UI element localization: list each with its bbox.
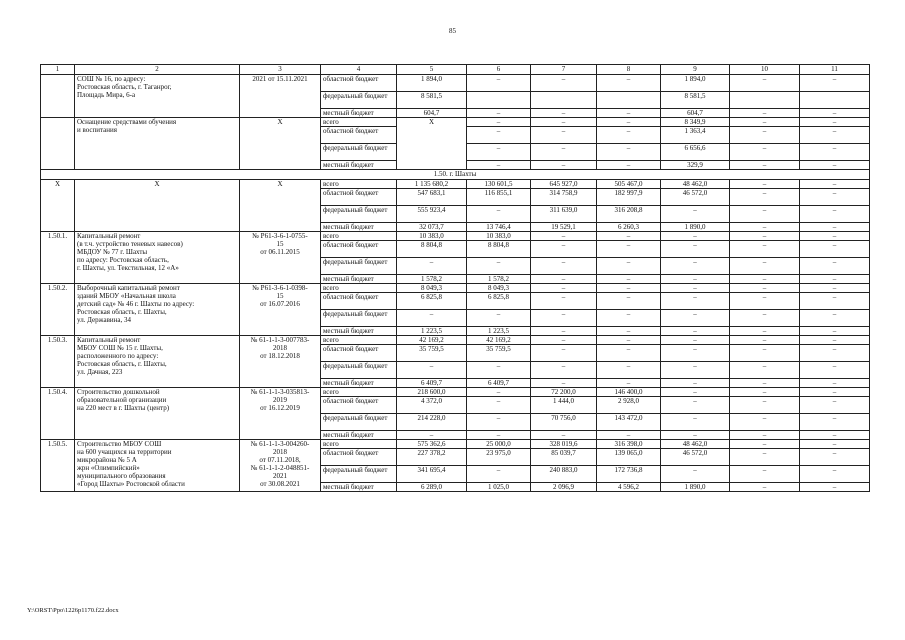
value-cell: –: [467, 362, 531, 379]
value-cell: 240 883,0: [531, 466, 597, 483]
value-cell: –: [467, 431, 531, 440]
value-cell: 8 804,8: [397, 241, 467, 258]
value-cell: 23 975,0: [467, 449, 531, 466]
column-header: 9: [661, 65, 730, 75]
value-cell: 1 578,2: [397, 275, 467, 284]
value-cell: 70 756,0: [531, 414, 597, 431]
value-cell: –: [800, 379, 870, 388]
funding-source: областной бюджет: [321, 345, 397, 362]
value-cell: [597, 92, 661, 109]
value-cell: –: [730, 189, 800, 206]
value-cell: –: [730, 449, 800, 466]
value-cell: 645 927,0: [531, 180, 597, 189]
value-cell: 1 444,0: [531, 397, 597, 414]
value-cell: 8 049,3: [397, 284, 467, 293]
value-cell: 341 695,4: [397, 466, 467, 483]
value-cell: –: [800, 127, 870, 144]
value-cell: 6 825,8: [467, 293, 531, 310]
value-cell: –: [730, 75, 800, 92]
item-name: Х: [75, 180, 240, 232]
item-document: № Р61-3-6-1-0398- 15 от 16.07.2016: [240, 284, 321, 336]
value-cell: 6 409,7: [397, 379, 467, 388]
funding-source: федеральный бюджет: [321, 466, 397, 483]
value-cell: –: [397, 362, 467, 379]
value-cell: 85 039,7: [531, 449, 597, 466]
value-cell: –: [800, 293, 870, 310]
value-cell: –: [730, 144, 800, 161]
value-cell: –: [531, 275, 597, 284]
funding-source: местный бюджет: [321, 275, 397, 284]
value-cell: 46 572,0: [661, 449, 730, 466]
value-cell: 25 000,0: [467, 440, 531, 449]
footer-path: Y:\ORST\Ppo\1226p1170.f22.docx: [27, 607, 119, 614]
value-cell: 172 736,8: [597, 466, 661, 483]
funding-source: всего: [321, 180, 397, 189]
value-cell: –: [730, 336, 800, 345]
value-cell: –: [800, 241, 870, 258]
section-title: 1.50. г. Шахты: [41, 170, 870, 180]
value-cell: 547 683,1: [397, 189, 467, 206]
value-cell: 214 228,0: [397, 414, 467, 431]
value-cell: –: [597, 327, 661, 336]
item-number: 1.50.2.: [41, 284, 75, 336]
value-cell: 1 578,2: [467, 275, 531, 284]
value-cell: 316 208,8: [597, 206, 661, 223]
value-cell: 46 572,0: [661, 189, 730, 206]
value-cell: –: [800, 223, 870, 232]
value-cell: –: [730, 284, 800, 293]
value-cell: 575 362,6: [397, 440, 467, 449]
value-cell: –: [597, 431, 661, 440]
value-cell: –: [730, 397, 800, 414]
value-cell: –: [467, 118, 531, 127]
item-document: 2021 от 15.11.2021: [240, 75, 321, 118]
value-cell: 6 260,3: [597, 223, 661, 232]
value-cell: –: [800, 440, 870, 449]
value-cell: 143 472,0: [597, 414, 661, 431]
value-cell: 1 890,0: [661, 223, 730, 232]
value-cell: –: [730, 275, 800, 284]
value-cell: 42 169,2: [467, 336, 531, 345]
value-cell: –: [800, 75, 870, 92]
value-cell: 1 894,0: [661, 75, 730, 92]
item-name: Капитальный ремонт МБОУ СОШ № 15 г. Шахты, расположенного по адресу: Ростовская область, г. Шахты, ул. Дачная, 223: [75, 336, 240, 388]
item-document: № 61-1-1-3-007783- 2018 от 18.12.2018: [240, 336, 321, 388]
table-row: [41, 440, 870, 449]
item-number: Х: [41, 180, 75, 232]
value-cell: 8 581,5: [661, 92, 730, 109]
value-cell: –: [597, 241, 661, 258]
value-cell: –: [730, 241, 800, 258]
item-document: № Р61-3-6-1-0755- 15 от 06.11.2015: [240, 232, 321, 284]
funding-source: федеральный бюджет: [321, 206, 397, 223]
value-cell: 1 894,0: [397, 75, 467, 92]
value-cell: 13 746,4: [467, 223, 531, 232]
value-cell: –: [730, 327, 800, 336]
value-cell: 6 825,8: [397, 293, 467, 310]
value-cell: –: [531, 118, 597, 127]
value-cell: –: [467, 161, 531, 170]
value-cell: –: [661, 293, 730, 310]
page-number: 85: [449, 27, 456, 35]
value-cell: 116 855,1: [467, 189, 531, 206]
value-cell: –: [597, 336, 661, 345]
value-cell: –: [597, 310, 661, 327]
value-cell: 1 135 680,2: [397, 180, 467, 189]
value-cell: –: [531, 310, 597, 327]
table-row: [41, 388, 870, 397]
value-cell: 311 639,0: [531, 206, 597, 223]
value-cell: –: [661, 206, 730, 223]
value-cell: 10 383,0: [467, 232, 531, 241]
value-cell: 139 065,0: [597, 449, 661, 466]
value-cell: 604,7: [661, 109, 730, 118]
value-cell: –: [730, 440, 800, 449]
value-cell: –: [800, 275, 870, 284]
value-cell: –: [730, 206, 800, 223]
item-name: Строительство МБОУ СОШ на 600 учащихся на территории микрорайона № 5 А жрн «Олимпийский» муниципального образования «Город Шахты» Ростовской области: [75, 440, 240, 492]
value-cell: –: [661, 362, 730, 379]
column-header: 4: [321, 65, 397, 75]
value-cell: 6 409,7: [467, 379, 531, 388]
table-row: [41, 75, 870, 92]
value-cell: –: [730, 414, 800, 431]
value-cell: –: [800, 180, 870, 189]
funding-source: областной бюджет: [321, 241, 397, 258]
table-header-row: [41, 65, 870, 75]
value-cell: –: [661, 414, 730, 431]
item-number: 1.50.4.: [41, 388, 75, 440]
item-name: Капитальный ремонт (в т.ч. устройство теневых навесов) МБДОУ № 77 г. Шахты по адресу: Ростовская область, г. Шахты, ул. Текстильная, 12 «А»: [75, 232, 240, 284]
value-cell: –: [597, 118, 661, 127]
value-cell: 6 289,0: [397, 483, 467, 492]
value-cell: 35 759,5: [467, 345, 531, 362]
value-cell: –: [800, 189, 870, 206]
value-cell: –: [467, 75, 531, 92]
value-cell: 182 997,9: [597, 189, 661, 206]
item-document: Х: [240, 118, 321, 170]
funding-source: местный бюджет: [321, 379, 397, 388]
item-name: Оснащение средствами обучения и воспитания: [75, 118, 240, 170]
value-cell: 1 890,0: [661, 483, 730, 492]
value-cell: –: [597, 275, 661, 284]
value-cell: [467, 92, 531, 109]
value-cell: –: [661, 258, 730, 275]
value-cell: –: [800, 118, 870, 127]
column-header: 2: [75, 65, 240, 75]
funding-source: федеральный бюджет: [321, 310, 397, 327]
value-cell: 218 600,0: [397, 388, 467, 397]
value-cell: –: [531, 109, 597, 118]
value-cell: –: [730, 180, 800, 189]
value-cell: –: [661, 466, 730, 483]
funding-source: всего: [321, 336, 397, 345]
table-row: [41, 118, 870, 127]
value-cell: –: [597, 362, 661, 379]
value-cell: –: [800, 258, 870, 275]
value-cell: –: [597, 232, 661, 241]
value-cell: –: [800, 109, 870, 118]
item-number: 1.50.3.: [41, 336, 75, 388]
value-cell: 8 581,5: [397, 92, 467, 109]
value-cell: –: [531, 258, 597, 275]
funding-source: всего: [321, 232, 397, 241]
value-cell: –: [800, 388, 870, 397]
value-cell: –: [531, 362, 597, 379]
value-cell: –: [467, 109, 531, 118]
column-header: 7: [531, 65, 597, 75]
funding-source: местный бюджет: [321, 327, 397, 336]
value-cell: –: [397, 258, 467, 275]
value-cell: –: [800, 362, 870, 379]
funding-source: всего: [321, 118, 397, 127]
item-number: [41, 75, 75, 118]
value-cell: –: [730, 127, 800, 144]
column-header: 11: [800, 65, 870, 75]
value-cell: –: [531, 431, 597, 440]
value-cell: –: [661, 379, 730, 388]
item-number: 1.50.1.: [41, 232, 75, 284]
funding-source: федеральный бюджет: [321, 414, 397, 431]
value-cell: 316 398,0: [597, 440, 661, 449]
value-cell: –: [661, 275, 730, 284]
value-cell: –: [467, 397, 531, 414]
value-cell: –: [800, 414, 870, 431]
value-cell: –: [800, 161, 870, 170]
value-cell: –: [467, 206, 531, 223]
funding-source: местный бюджет: [321, 161, 397, 170]
value-cell: –: [800, 310, 870, 327]
item-name: СОШ № 16, по адресу: Ростовская область, г. Таганрог, Площадь Мира, 6-а: [75, 75, 240, 118]
column-header: 1: [41, 65, 75, 75]
value-cell: –: [800, 431, 870, 440]
value-cell: –: [531, 232, 597, 241]
funding-source: федеральный бюджет: [321, 362, 397, 379]
value-cell: –: [597, 258, 661, 275]
value-cell: 227 378,2: [397, 449, 467, 466]
funding-source: всего: [321, 440, 397, 449]
value-cell: –: [467, 466, 531, 483]
value-cell: –: [467, 388, 531, 397]
value-cell: 48 462,0: [661, 180, 730, 189]
item-document: Х: [240, 180, 321, 232]
value-cell: –: [531, 284, 597, 293]
value-cell: 8 804,8: [467, 241, 531, 258]
value-cell: 146 400,0: [597, 388, 661, 397]
value-cell: –: [597, 109, 661, 118]
value-cell: 1 223,5: [397, 327, 467, 336]
value-cell: [730, 92, 800, 109]
value-cell: –: [730, 345, 800, 362]
funding-source: всего: [321, 388, 397, 397]
value-cell: –: [800, 232, 870, 241]
funding-source: областной бюджет: [321, 449, 397, 466]
value-cell: –: [730, 223, 800, 232]
value-cell: 1 363,4: [661, 127, 730, 144]
value-cell: 314 758,9: [531, 189, 597, 206]
value-cell: –: [531, 345, 597, 362]
value-cell: –: [597, 127, 661, 144]
value-cell: 42 169,2: [397, 336, 467, 345]
funding-source: федеральный бюджет: [321, 144, 397, 161]
value-cell: –: [730, 258, 800, 275]
value-cell: –: [800, 483, 870, 492]
value-cell: –: [730, 232, 800, 241]
column-header: 6: [467, 65, 531, 75]
value-cell: –: [800, 327, 870, 336]
value-cell: –: [597, 284, 661, 293]
column-header: 5: [397, 65, 467, 75]
value-cell: –: [661, 388, 730, 397]
item-document: № 61-1-1-3-004260- 2018 от 07.11.2018, № 61-1-1-2-048851- 2021 от 30.08.2021: [240, 440, 321, 492]
value-cell: 130 601,5: [467, 180, 531, 189]
value-cell: –: [730, 310, 800, 327]
value-cell: –: [661, 345, 730, 362]
funding-source: местный бюджет: [321, 431, 397, 440]
value-cell: –: [661, 327, 730, 336]
value-cell: –: [800, 144, 870, 161]
value-cell: –: [531, 336, 597, 345]
value-cell: –: [661, 336, 730, 345]
value-cell: 4 372,0: [397, 397, 467, 414]
value-cell: –: [531, 327, 597, 336]
value-cell: Х: [397, 118, 467, 170]
value-cell: –: [730, 466, 800, 483]
budget-table: [40, 64, 870, 492]
value-cell: 8 349,9: [661, 118, 730, 127]
value-cell: –: [397, 431, 467, 440]
funding-source: областной бюджет: [321, 75, 397, 92]
funding-source: областной бюджет: [321, 127, 397, 144]
value-cell: 328 019,6: [531, 440, 597, 449]
value-cell: –: [800, 449, 870, 466]
value-cell: [800, 92, 870, 109]
funding-source: местный бюджет: [321, 483, 397, 492]
funding-source: областной бюджет: [321, 189, 397, 206]
item-name: Строительство дошкольной образовательной организации на 220 мест в г. Шахты (центр): [75, 388, 240, 440]
value-cell: 2 096,9: [531, 483, 597, 492]
section-title-row: [41, 170, 870, 180]
value-cell: –: [800, 206, 870, 223]
table-row: [41, 336, 870, 345]
funding-source: федеральный бюджет: [321, 92, 397, 109]
value-cell: –: [531, 241, 597, 258]
value-cell: 8 049,3: [467, 284, 531, 293]
value-cell: –: [531, 144, 597, 161]
value-cell: 505 467,0: [597, 180, 661, 189]
value-cell: –: [531, 293, 597, 310]
funding-source: всего: [321, 284, 397, 293]
value-cell: 555 923,4: [397, 206, 467, 223]
item-number: 1.50.5.: [41, 440, 75, 492]
value-cell: 35 759,5: [397, 345, 467, 362]
value-cell: –: [661, 241, 730, 258]
value-cell: 72 200,0: [531, 388, 597, 397]
value-cell: –: [730, 118, 800, 127]
table-row: [41, 180, 870, 189]
value-cell: 32 073,7: [397, 223, 467, 232]
value-cell: –: [661, 232, 730, 241]
value-cell: –: [661, 431, 730, 440]
value-cell: –: [661, 310, 730, 327]
value-cell: –: [597, 345, 661, 362]
value-cell: 6 656,6: [661, 144, 730, 161]
value-cell: 10 383,0: [397, 232, 467, 241]
value-cell: –: [531, 379, 597, 388]
value-cell: –: [730, 362, 800, 379]
item-number: [41, 118, 75, 170]
value-cell: –: [531, 161, 597, 170]
column-header: 10: [730, 65, 800, 75]
value-cell: –: [467, 127, 531, 144]
value-cell: –: [597, 75, 661, 92]
value-cell: –: [597, 293, 661, 310]
value-cell: 1 025,0: [467, 483, 531, 492]
value-cell: 48 462,0: [661, 440, 730, 449]
item-name: Выборочный капитальный ремонт зданий МБОУ «Начальная школа детский сад» № 46 г. Шахты по адресу: Ростовская область, г. Шахты, ул. Державина, 34: [75, 284, 240, 336]
value-cell: –: [730, 483, 800, 492]
value-cell: 2 928,0: [597, 397, 661, 414]
value-cell: –: [730, 379, 800, 388]
funding-source: областной бюджет: [321, 293, 397, 310]
value-cell: [531, 92, 597, 109]
value-cell: –: [730, 109, 800, 118]
funding-source: областной бюджет: [321, 397, 397, 414]
value-cell: –: [730, 293, 800, 310]
funding-source: местный бюджет: [321, 109, 397, 118]
value-cell: –: [800, 397, 870, 414]
value-cell: 19 529,1: [531, 223, 597, 232]
value-cell: 329,9: [661, 161, 730, 170]
value-cell: –: [397, 310, 467, 327]
table-row: [41, 284, 870, 293]
value-cell: –: [467, 258, 531, 275]
value-cell: –: [730, 388, 800, 397]
value-cell: 604,7: [397, 109, 467, 118]
value-cell: –: [467, 414, 531, 431]
value-cell: –: [467, 144, 531, 161]
value-cell: –: [597, 379, 661, 388]
value-cell: 4 596,2: [597, 483, 661, 492]
value-cell: –: [597, 144, 661, 161]
value-cell: –: [661, 397, 730, 414]
table-row: [41, 232, 870, 241]
value-cell: –: [531, 75, 597, 92]
value-cell: –: [597, 161, 661, 170]
value-cell: –: [467, 310, 531, 327]
funding-source: местный бюджет: [321, 223, 397, 232]
value-cell: –: [531, 127, 597, 144]
value-cell: –: [800, 345, 870, 362]
value-cell: –: [730, 161, 800, 170]
funding-source: федеральный бюджет: [321, 258, 397, 275]
value-cell: –: [800, 466, 870, 483]
value-cell: –: [800, 284, 870, 293]
column-header: 3: [240, 65, 321, 75]
item-document: № 61-1-1-3-035813- 2019 от 16.12.2019: [240, 388, 321, 440]
value-cell: –: [661, 284, 730, 293]
value-cell: –: [800, 336, 870, 345]
value-cell: 1 223,5: [467, 327, 531, 336]
value-cell: –: [730, 431, 800, 440]
column-header: 8: [597, 65, 661, 75]
